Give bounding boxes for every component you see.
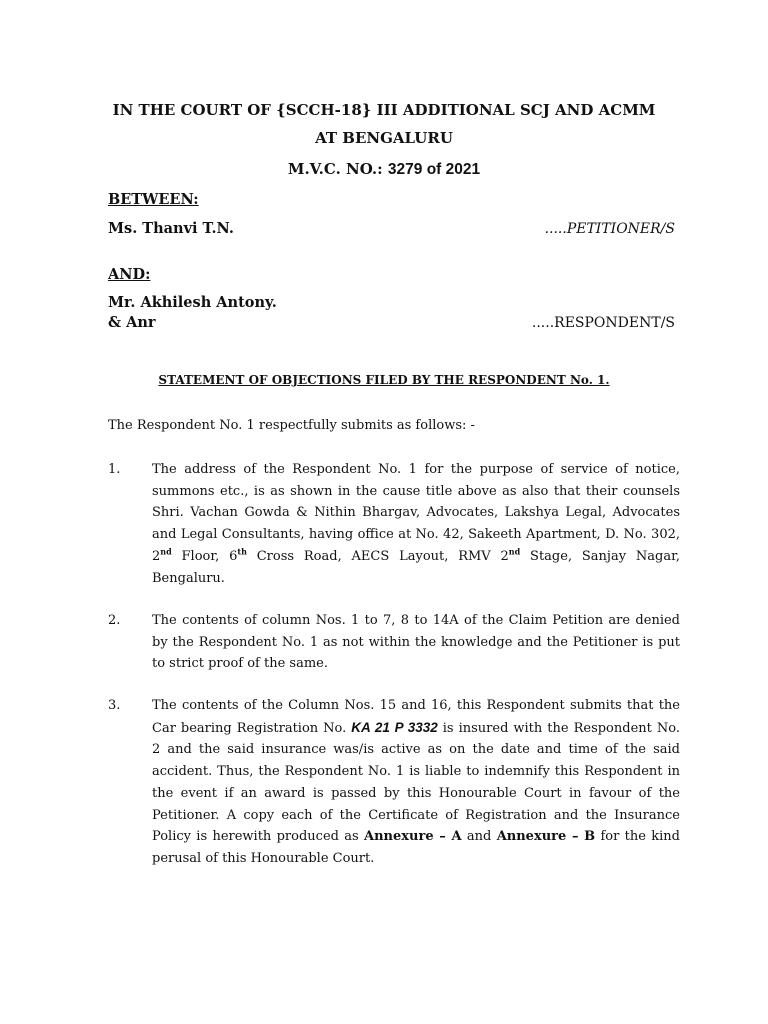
paragraph-2 (108, 610, 680, 675)
paragraph-text: The contents of column Nos. 1 to 7, 8 to 14A of the Claim Petition are denied by the Respondent No. 1 as not within the knowledge and the Petitioner is put to strict proof of the same. (152, 613, 680, 672)
annexure-b: Annexure – B (496, 829, 596, 845)
between-label: BETWEEN: (108, 191, 199, 208)
paragraph-3 (108, 695, 680, 870)
case-prefix: M.V.C. NO.: (287, 160, 383, 178)
intro-text: The Respondent No. 1 respectfully submits as follows: - (108, 418, 475, 433)
case-number-value: 3279 of 2021 (387, 161, 481, 178)
paragraph-number: 1. (108, 462, 121, 477)
petitioner-name: Ms. Thanvi T.N. (108, 220, 234, 237)
registration-number: KA 21 P 3332 (351, 719, 438, 735)
respondent-role: .....RESPONDENT/S (531, 315, 675, 331)
and-label: AND: (108, 266, 151, 283)
court-title: IN THE COURT OF {SCCH-18} III ADDITIONAL SCJ AND ACMM AT BENGALURU (112, 101, 656, 147)
case-number (100, 158, 668, 181)
petitioner-role: .....PETITIONER/S (544, 221, 675, 237)
respondent-name-line1: Mr. Akhilesh Antony. (108, 294, 277, 311)
paragraph-number: 3. (108, 698, 121, 713)
paragraph-number: 2. (108, 613, 121, 628)
paragraph-1 (108, 459, 680, 589)
paragraph-text: The contents of the Column Nos. 15 and 16, this Respondent submits that the Car bearing Registration No. KA 21 P 3332 is insured with the Respondent No. 2 and the said insurance was/is active as on the date and time of the said accident. Thus, the Respondent No. 1 is liable to indemnify this Respondent in the event if an award is passed by this Honourable Court in favour of the Petitioner. A copy each of the Certificate of Registration and the Insurance Policy is herewith produced as Annexure – A and Annexure – B for the kind perusal of this Honourable Court. (152, 698, 680, 866)
statement-title: STATEMENT OF OBJECTIONS FILED BY THE RESPONDENT No. 1. (158, 373, 610, 387)
paragraph-text: The address of the Respondent No. 1 for the purpose of service of notice, summons etc., is as shown in the cause title above as also that their counsels Shri. Vachan Gowda & Nithin Bhargav, Advocates, Lakshya Legal, Advocates and Legal Consultants, having office at No. 42, Sakeeth Apartment, D. No. 302, 2nd Floor, 6th Cross Road, AECS Layout, RMV 2nd Stage, Sanjay Nagar, Bengaluru. (152, 462, 680, 586)
respondent-name-line2: & Anr (108, 314, 156, 331)
annexure-a: Annexure – A (364, 829, 462, 845)
